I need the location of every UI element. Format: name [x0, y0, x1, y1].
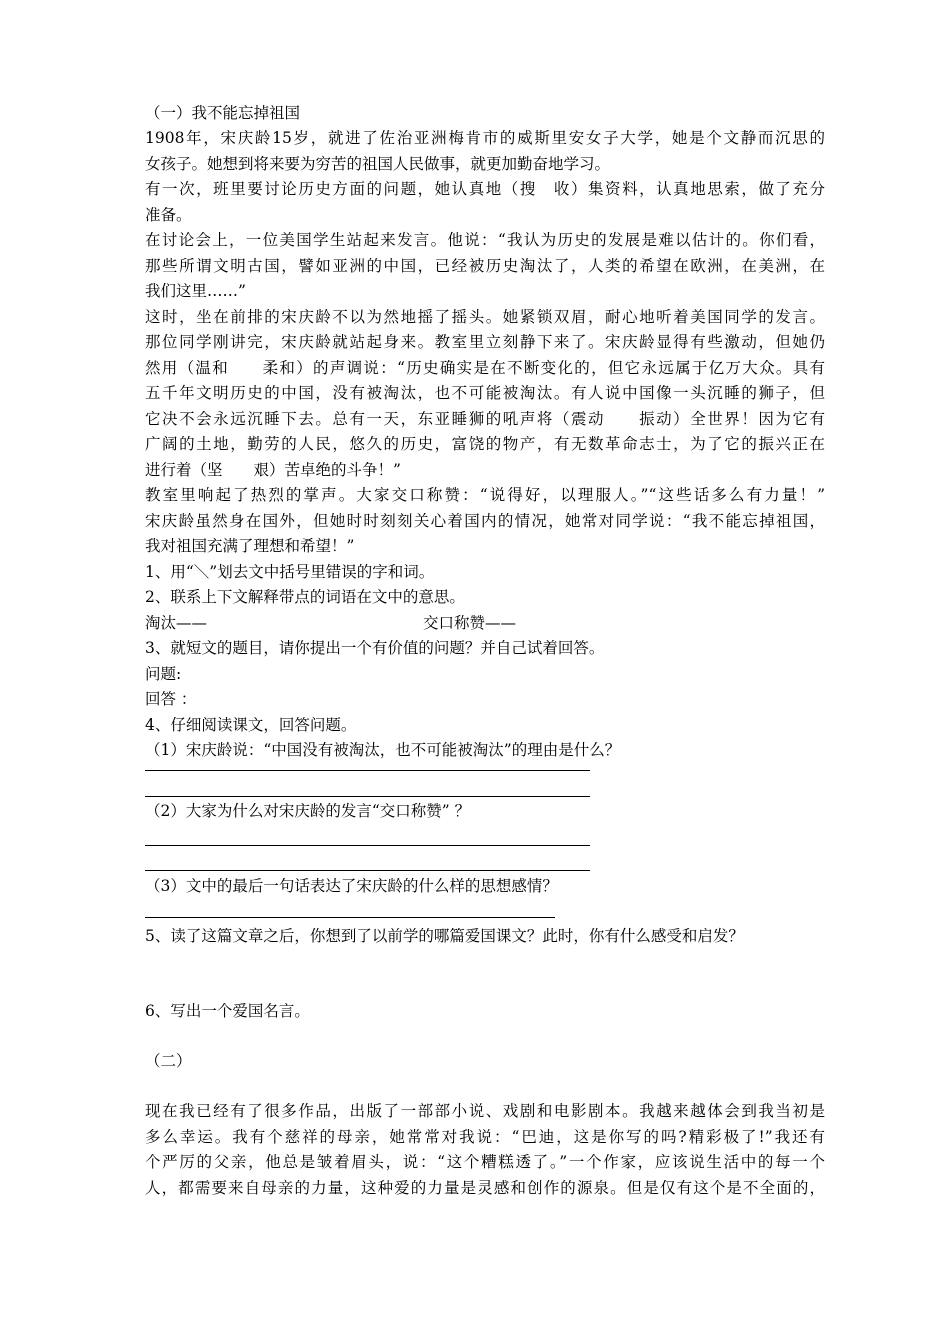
passage-2-line-1: 现在我已经有了很多作品，出版了一部部小说、戏剧和电影剧本。我越来越体会到我当初是 — [145, 1102, 825, 1120]
question-4-2: （2）大家为什么对宋庆龄的发言“交口称赞” ？ — [145, 802, 471, 820]
passage-line-13: 广阔的土地，勤劳的人民，悠久的历史，富饶的物产，有无数革命志士，为了它的振兴正在 — [145, 435, 825, 453]
passage-line-2: 女孩子。她想到将来要为穷苦的祖国人民做事，就更加勤奋地学习。 — [145, 155, 611, 173]
passage-line-9: 那位同学刚讲完，宋庆龄就站起身来。教室里立刻静下来了。宋庆龄显得有些激动，但她仍 — [145, 333, 825, 351]
section-1-title: （一）我不能忘掉祖国 — [145, 104, 301, 122]
passage-line-16: 宋庆龄虽然身在国外，但她时时刻刻关心着国内的情况，她常对同学说：“我不能忘掉祖国， — [145, 512, 825, 530]
passage-2-line-2: 多么幸运。我有个慈祥的母亲，她常常对我说：“巴迪，这是你写的吗?精彩极了!”我还有 — [145, 1128, 825, 1146]
passage-line-7: 我们这里……” — [145, 282, 246, 300]
question-4-3: （3）文中的最后一句话表达了宋庆龄的什么样的思想感情？ — [145, 877, 558, 895]
passage-line-17: 我对祖国充满了理想和希望！” — [145, 537, 355, 555]
question-1: 1、用“＼”划去文中括号里错误的字和词。 — [145, 563, 435, 581]
passage-line-11: 五千年文明历史的中国，没有被淘汰，也不可能被淘汰。有人说中国像一头沉睡的狮子，但 — [145, 384, 825, 402]
question-2-terms — [145, 612, 825, 636]
passage-line-10: 然用（温和 柔和）的声调说：“历史确实是在不断变化的，但它永远属于亿万大众。具有 — [145, 359, 825, 377]
passage-line-15: 教室里响起了热烈的掌声。大家交口称赞：“说得好，以理服人。”“这些话多么有力量！” — [145, 486, 825, 504]
term-taotai: 淘汰—— — [145, 614, 208, 632]
question-3: 3、就短文的题目，请你提出一个有价值的问题？并自己试着回答。 — [145, 639, 605, 657]
answer-line-4-1-a[interactable] — [145, 770, 590, 771]
passage-line-8: 这时，坐在前排的宋庆龄不以为然地摇了摇头。她紧锁双眉，耐心地听着美国同学的发言。 — [145, 308, 825, 326]
question-5: 5、读了这篇文章之后，你想到了以前学的哪篇爱国课文？此时，你有什么感受和启发？ — [145, 927, 744, 945]
question-2: 2、联系上下文解释带点的词语在文中的意思。 — [145, 588, 465, 606]
answer-line-4-2-b[interactable] — [145, 870, 590, 871]
answer-line-4-3[interactable] — [145, 917, 555, 918]
passage-line-12: 它决不会永远沉睡下去。总有一天，东亚睡狮的吼声将（震动 振动）全世界！因为它有 — [145, 410, 825, 428]
question-4: 4、仔细阅读课文，回答问题。 — [145, 716, 357, 734]
question-3-question-label: 问题: — [145, 665, 182, 683]
section-2-title: （二） — [145, 1052, 192, 1070]
question-3-answer-label: 回答 ： — [145, 690, 197, 708]
answer-line-4-1-b[interactable] — [145, 796, 590, 797]
passage-line-14: 进行着（坚 艰）苦卓绝的斗争！” — [145, 461, 401, 479]
passage-line-6: 那些所谓文明古国，譬如亚洲的中国，已经被历史淘汰了，人类的希望在欧洲，在美洲，在 — [145, 257, 825, 275]
passage-2-line-4: 人，都需要来自母亲的力量，这种爱的力量是灵感和创作的源泉。但是仅有这个是不全面的， — [145, 1179, 825, 1197]
passage-2-line-3: 个严厉的父亲，他总是皱着眉头，说：“这个糟糕透了。”一个作家，应该说生活中的每一个 — [145, 1153, 825, 1171]
answer-line-4-2-a[interactable] — [145, 845, 590, 846]
term-jiaokou-chengzan: 交口称赞—— — [423, 614, 517, 632]
passage-line-4: 准备。 — [145, 206, 192, 224]
passage-line-5: 在讨论会上，一位美国学生站起来发言。他说：“我认为历史的发展是难以估计的。你们看， — [145, 231, 825, 249]
passage-line-3: 有一次，班里要讨论历史方面的问题，她认真地（搜 收）集资料，认真地思索，做了充分 — [145, 180, 825, 198]
question-4-1: （1）宋庆龄说：“中国没有被淘汰，也不可能被淘汰”的理由是什么？ — [145, 741, 621, 759]
question-6: 6、写出一个爱国名言。 — [145, 1002, 310, 1020]
passage-line-1: 1908年，宋庆龄15岁，就进了佐治亚洲梅肯市的威斯里安女子大学，她是个文静而沉思的 — [145, 129, 825, 147]
